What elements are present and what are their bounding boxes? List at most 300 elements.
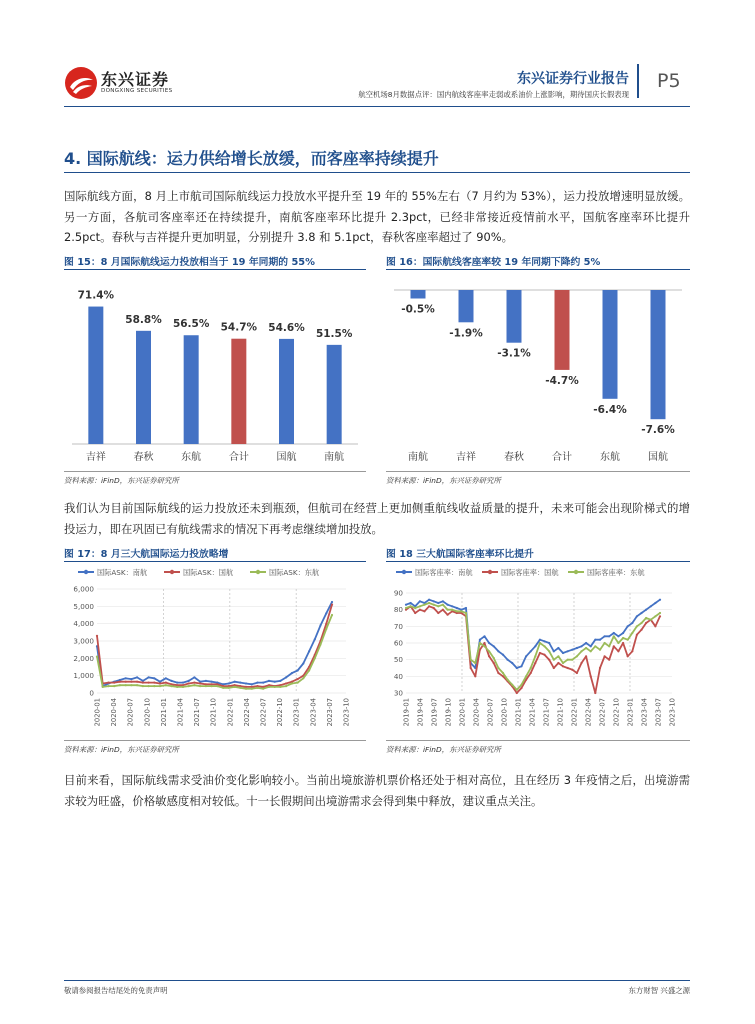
chart18-series-0-point-18 xyxy=(488,642,490,644)
chart18-series-2-point-32 xyxy=(553,659,555,661)
chart18-series-1-point-14 xyxy=(470,667,472,669)
logo-text-en: DONGXING SECURITIES xyxy=(101,88,173,94)
chart18-series-1-point-9 xyxy=(447,614,449,616)
chart17-x-tick-14: 2023-07 xyxy=(325,698,334,727)
chart18-series-1-point-15 xyxy=(474,675,476,677)
chart18-series-1-point-27 xyxy=(530,672,532,674)
chart17-series-2-point-35 xyxy=(297,682,299,684)
chart18-legend-label-1: 国际客座率：国航 xyxy=(501,568,559,577)
chart17-series-0-point-37 xyxy=(308,650,310,652)
chart18-series-0-point-6 xyxy=(433,600,435,602)
chart17-y-tick-2: 2,000 xyxy=(73,653,94,663)
chart18-y-tick-1: 40 xyxy=(393,671,403,681)
chart18-series-2-point-53 xyxy=(650,619,652,621)
chart17-series-2-point-19 xyxy=(205,685,207,687)
chart18-series-0-point-3 xyxy=(419,600,421,602)
chart18-x-tick-1: 2019-04 xyxy=(416,698,425,727)
fig18-title: 图 18 三大航国际客座率环比提升 xyxy=(386,549,534,560)
chart17-series-0-point-39 xyxy=(319,624,321,626)
chart17-series-0-point-41 xyxy=(331,601,333,603)
chart18-series-2-point-27 xyxy=(530,667,532,669)
chart18-series-1-point-47 xyxy=(622,642,624,644)
chart18-series-2-point-7 xyxy=(437,605,439,607)
chart18-x-tick-14: 2022-07 xyxy=(598,698,607,727)
chart18-x-tick-2: 2019-07 xyxy=(430,698,439,727)
chart18-series-1-point-51 xyxy=(640,629,642,631)
chart17-series-1-point-0 xyxy=(96,635,98,637)
chart18-series-2-point-8 xyxy=(442,604,444,606)
chart18-x-tick-15: 2022-10 xyxy=(612,698,621,727)
chart17-series-1-point-17 xyxy=(193,682,195,684)
chart18-series-1-point-5 xyxy=(428,605,430,607)
fig17-title: 图 17：8 月三大航国际运力投放略增 xyxy=(64,549,229,560)
chart17-x-tick-3: 2020-10 xyxy=(143,698,152,727)
chart17-series-2-point-33 xyxy=(285,685,287,687)
chart18-series-1-point-37 xyxy=(576,672,578,674)
chart17-series-2-point-38 xyxy=(314,657,316,659)
chart18-series-0-point-47 xyxy=(622,632,624,634)
chart18-series-0-point-22 xyxy=(507,659,509,661)
chart18-series-2-point-37 xyxy=(576,655,578,657)
chart18-series-1-point-45 xyxy=(613,645,615,647)
chart18-series-1-point-41 xyxy=(594,692,596,694)
chart18-series-0-point-48 xyxy=(627,625,629,627)
chart17-series-1-point-35 xyxy=(297,678,299,680)
chart17-series-0-point-24 xyxy=(234,681,236,683)
chart18-series-1-point-17 xyxy=(483,642,485,644)
chart17-series-2-point-4 xyxy=(119,684,121,686)
chart18-series-2-point-12 xyxy=(460,610,462,612)
chart18-series-2-point-24 xyxy=(516,689,518,691)
fig15-value-label-3: 54.7% xyxy=(220,321,258,334)
chart18-x-tick-11: 2021-10 xyxy=(556,698,565,727)
chart18-series-2-point-46 xyxy=(617,642,619,644)
chart17-series-2-point-13 xyxy=(170,685,172,687)
chart18-y-tick-0: 30 xyxy=(393,688,403,698)
header-divider xyxy=(637,64,639,98)
chart17-series-2-point-24 xyxy=(234,686,236,688)
chart18-series-2-point-34 xyxy=(562,662,564,664)
fig15-bar-1 xyxy=(136,331,151,444)
chart18-series-1-point-39 xyxy=(585,655,587,657)
chart17-series-line-2 xyxy=(97,615,332,689)
chart18-series-2-point-39 xyxy=(585,647,587,649)
fig16-title-rule xyxy=(386,269,690,270)
chart18-series-2-point-5 xyxy=(428,602,430,604)
chart17-series-1-point-9 xyxy=(148,682,150,684)
chart17-y-tick-0: 0 xyxy=(89,688,94,698)
chart17-series-2-point-10 xyxy=(153,685,155,687)
chart17-series-0-point-16 xyxy=(188,680,190,682)
chart18-series-0-point-0 xyxy=(405,604,407,606)
chart17-series-0-point-33 xyxy=(285,676,287,678)
chart18-series-1-point-2 xyxy=(414,612,416,614)
chart18-series-1-point-43 xyxy=(604,655,606,657)
fig16-value-label-3: -4.7% xyxy=(545,374,579,387)
fig15-category-label-1: 春秋 xyxy=(133,452,154,463)
chart18-series-0-point-25 xyxy=(520,665,522,667)
chart17-series-0-point-20 xyxy=(211,681,213,683)
chart17-x-tick-5: 2021-04 xyxy=(176,698,185,727)
chart17-series-0-point-32 xyxy=(279,680,281,682)
chart18-series-0-point-23 xyxy=(511,662,513,664)
chart18-series-1-point-40 xyxy=(590,675,592,677)
chart18-series-1-point-29 xyxy=(539,652,541,654)
chart17-x-tick-6: 2021-07 xyxy=(193,698,202,727)
chart18-series-0-point-7 xyxy=(437,602,439,604)
chart18-x-tick-5: 2020-04 xyxy=(472,698,481,727)
chart17-series-0-point-30 xyxy=(268,680,270,682)
chart18-x-tick-16: 2023-01 xyxy=(626,698,635,727)
chart18-series-1-point-32 xyxy=(553,667,555,669)
fig15-category-label-4: 国航 xyxy=(276,452,297,463)
chart17-x-tick-13: 2023-04 xyxy=(309,698,318,727)
chart18-series-1-point-3 xyxy=(419,609,421,611)
chart17-series-0-point-28 xyxy=(256,682,258,684)
chart17-legend-marker-1 xyxy=(170,570,174,574)
chart18-series-2-point-1 xyxy=(410,605,412,607)
chart17-series-2-point-7 xyxy=(136,684,138,686)
chart18-series-1-point-42 xyxy=(599,667,601,669)
chart17-series-2-point-23 xyxy=(228,687,230,689)
chart17-series-0-point-10 xyxy=(153,677,155,679)
fig18-source-rule xyxy=(386,740,690,741)
chart18-x-tick-18: 2023-07 xyxy=(654,698,663,727)
chart17-series-0-point-36 xyxy=(302,662,304,664)
chart17-series-2-point-27 xyxy=(251,688,253,690)
chart18-series-2-point-30 xyxy=(543,645,545,647)
chart18-series-0-point-31 xyxy=(548,642,550,644)
chart18-x-tick-19: 2023-10 xyxy=(668,698,677,727)
fig15-category-label-0: 吉祥 xyxy=(85,452,106,463)
page-number: P5 xyxy=(657,70,681,92)
fig15-value-label-5: 51.5% xyxy=(315,327,353,340)
chart17-series-0-point-34 xyxy=(291,672,293,674)
chart18-series-0-point-49 xyxy=(631,622,633,624)
chart17-series-0-point-29 xyxy=(262,682,264,684)
chart18-series-2-point-21 xyxy=(502,672,504,674)
chart17-x-tick-7: 2021-10 xyxy=(209,698,218,727)
fig15-category-label-3: 合计 xyxy=(228,452,249,463)
chart18-series-0-point-13 xyxy=(465,607,467,609)
fig16-bar-4 xyxy=(603,290,618,399)
chart17-x-tick-2: 2020-07 xyxy=(126,698,135,727)
chart17-series-0-point-31 xyxy=(274,681,276,683)
chart17-series-2-point-2 xyxy=(107,685,109,687)
chart18-series-0-point-37 xyxy=(576,647,578,649)
fig16-category-label-2: 春秋 xyxy=(504,452,524,463)
chart18-series-2-point-42 xyxy=(599,649,601,651)
chart18-series-1-point-28 xyxy=(534,662,536,664)
chart18-series-2-point-29 xyxy=(539,642,541,644)
fig17-line-chart xyxy=(64,563,366,737)
chart18-series-2-point-10 xyxy=(451,609,453,611)
chart18-series-1-point-48 xyxy=(627,655,629,657)
chart18-series-0-point-8 xyxy=(442,600,444,602)
chart18-series-2-point-44 xyxy=(608,645,610,647)
chart17-series-1-point-6 xyxy=(130,681,132,683)
chart17-x-tick-9: 2022-04 xyxy=(242,698,251,727)
fig16-bar-5 xyxy=(651,290,666,419)
footer-disclaimer: 敬请参阅报告结尾处的免责声明 xyxy=(64,986,168,995)
chart18-series-0-point-26 xyxy=(525,655,527,657)
chart17-series-1-point-2 xyxy=(107,682,109,684)
chart18-series-0-point-16 xyxy=(479,639,481,641)
chart17-series-2-point-34 xyxy=(291,682,293,684)
chart17-x-tick-12: 2023-01 xyxy=(292,698,301,727)
chart17-x-tick-0: 2020-01 xyxy=(93,698,102,727)
chart18-series-0-point-1 xyxy=(410,602,412,604)
chart18-x-tick-0: 2019-01 xyxy=(402,698,411,727)
fig15-title-rule xyxy=(64,269,366,270)
chart18-x-tick-7: 2020-10 xyxy=(500,698,509,727)
chart17-series-2-point-21 xyxy=(216,685,218,687)
chart17-series-1-point-7 xyxy=(136,681,138,683)
fig15-value-label-1: 58.8% xyxy=(125,313,162,326)
fig15-source-rule xyxy=(64,471,366,472)
chart18-series-2-point-38 xyxy=(580,650,582,652)
chart18-series-2-point-2 xyxy=(414,607,416,609)
chart18-series-2-point-13 xyxy=(465,612,467,614)
chart18-y-tick-6: 90 xyxy=(393,588,403,598)
chart18-series-0-point-45 xyxy=(613,632,615,634)
chart18-series-0-point-36 xyxy=(571,649,573,651)
report-subtitle: 航空机场8月数据点评：国内航线客座率走弱或系油价上涨影响，期待国庆长假表现 xyxy=(358,90,629,99)
chart18-series-2-point-25 xyxy=(520,684,522,686)
chart17-series-2-point-37 xyxy=(308,669,310,671)
chart18-series-2-point-19 xyxy=(493,657,495,659)
chart17-series-0-point-7 xyxy=(136,676,138,678)
chart17-x-tick-11: 2022-10 xyxy=(276,698,285,727)
chart18-series-2-point-45 xyxy=(613,635,615,637)
chart18-series-2-point-50 xyxy=(636,625,638,627)
chart17-series-2-point-32 xyxy=(279,686,281,688)
chart17-legend-label-0: 国际ASK：南航 xyxy=(97,568,148,577)
chart17-series-2-point-6 xyxy=(130,684,132,686)
chart18-series-0-point-10 xyxy=(451,605,453,607)
chart18-series-2-point-22 xyxy=(507,679,509,681)
fig15-category-label-5: 南航 xyxy=(324,452,345,463)
chart18-series-0-point-28 xyxy=(534,645,536,647)
fig16-bar-3 xyxy=(555,290,570,370)
chart18-series-1-point-38 xyxy=(580,662,582,664)
chart18-series-2-point-41 xyxy=(594,645,596,647)
chart18-legend-marker-1 xyxy=(488,570,492,574)
chart18-series-0-point-32 xyxy=(553,650,555,652)
chart17-series-0-point-38 xyxy=(314,638,316,640)
chart18-series-1-point-44 xyxy=(608,659,610,661)
fig15-bar-3 xyxy=(231,339,246,444)
chart17-series-0-point-17 xyxy=(193,676,195,678)
chart17-series-0-point-19 xyxy=(205,680,207,682)
chart18-legend-label-2: 国际客座率：东航 xyxy=(587,568,645,577)
fig16-category-label-0: 南航 xyxy=(408,452,428,463)
chart17-series-0-point-35 xyxy=(297,669,299,671)
chart18-series-1-point-34 xyxy=(562,665,564,667)
chart18-x-tick-8: 2021-01 xyxy=(514,698,523,727)
chart17-series-2-point-17 xyxy=(193,684,195,686)
chart17-series-0-point-9 xyxy=(148,676,150,678)
chart17-series-2-point-41 xyxy=(331,614,333,616)
chart18-series-2-point-16 xyxy=(479,642,481,644)
fig16-value-label-1: -1.9% xyxy=(449,327,483,340)
chart18-series-2-point-23 xyxy=(511,684,513,686)
chart18-series-0-point-43 xyxy=(604,635,606,637)
chart17-series-1-point-10 xyxy=(153,682,155,684)
chart18-series-1-point-8 xyxy=(442,609,444,611)
chart17-x-tick-8: 2022-01 xyxy=(226,698,235,727)
fig16-source: 资料来源：iFinD，东兴证券研究所 xyxy=(386,476,501,485)
fig15-bar-2 xyxy=(184,335,199,444)
section-rule xyxy=(64,172,690,173)
chart17-series-2-point-25 xyxy=(239,687,241,689)
section-title: 4. 国际航线：运力供给增长放缓，而客座率持续提升 xyxy=(64,149,439,168)
chart18-series-1-point-54 xyxy=(654,625,656,627)
chart18-series-1-point-46 xyxy=(617,650,619,652)
chart18-series-2-point-52 xyxy=(645,617,647,619)
chart18-series-2-point-3 xyxy=(419,605,421,607)
chart17-series-1-point-16 xyxy=(188,682,190,684)
chart17-series-0-point-15 xyxy=(182,682,184,684)
chart18-series-2-point-40 xyxy=(590,650,592,652)
fig15-bar-4 xyxy=(279,339,294,444)
chart18-series-1-point-50 xyxy=(636,634,638,636)
fig15-bar-0 xyxy=(88,307,103,444)
chart17-series-2-point-12 xyxy=(165,684,167,686)
chart17-series-1-point-11 xyxy=(159,682,161,684)
chart17-series-2-point-30 xyxy=(268,686,270,688)
chart18-series-0-point-27 xyxy=(530,650,532,652)
chart18-x-tick-4: 2020-01 xyxy=(458,698,467,727)
chart17-series-2-point-5 xyxy=(125,684,127,686)
chart17-x-tick-4: 2021-01 xyxy=(159,698,168,727)
fig15-source: 资料来源：iFinD，东兴证券研究所 xyxy=(64,476,179,485)
chart18-series-0-point-55 xyxy=(659,599,661,601)
chart17-series-2-point-15 xyxy=(182,686,184,688)
chart17-series-0-point-23 xyxy=(228,682,230,684)
chart18-series-0-point-21 xyxy=(502,654,504,656)
chart17-series-0-point-25 xyxy=(239,682,241,684)
chart18-series-0-point-53 xyxy=(650,605,652,607)
chart18-series-0-point-35 xyxy=(567,650,569,652)
chart18-series-0-point-38 xyxy=(580,645,582,647)
footer-rule xyxy=(64,980,690,981)
fig18-title-rule xyxy=(386,561,690,562)
company-logo xyxy=(64,66,184,102)
fig18-line-chart xyxy=(386,563,690,737)
chart18-series-1-point-4 xyxy=(423,610,425,612)
fig15-bar-5 xyxy=(327,345,342,444)
chart17-series-2-point-20 xyxy=(211,685,213,687)
fig16-bar-1 xyxy=(459,290,474,322)
chart18-series-0-point-34 xyxy=(562,652,564,654)
chart17-series-2-point-11 xyxy=(159,685,161,687)
chart18-series-1-point-31 xyxy=(548,659,550,661)
chart18-series-2-point-36 xyxy=(571,659,573,661)
chart18-series-1-point-18 xyxy=(488,655,490,657)
chart18-series-0-point-39 xyxy=(585,642,587,644)
chart18-series-2-point-48 xyxy=(627,639,629,641)
chart17-series-2-point-9 xyxy=(148,685,150,687)
fig17-source: 资料来源：iFinD，东兴证券研究所 xyxy=(64,745,179,754)
chart17-series-1-point-12 xyxy=(165,682,167,684)
chart18-series-1-point-24 xyxy=(516,692,518,694)
chart18-series-0-point-11 xyxy=(456,607,458,609)
chart18-x-tick-13: 2022-04 xyxy=(584,698,593,727)
chart17-legend-marker-0 xyxy=(84,570,88,574)
paragraph-intl-capacity: 国际航线方面，8 月上市航司国际航线运力投放水平提升至 19 年的 55%左右（7 月约为 53%），运力投放增速明显放缓。另一方面，各航司客座率还在持续提升，南航客座率环比提升 2.3pct，已经非常接近疫情前水平，国航客座率环比提升 2.5pct。春秋与吉祥提升更加明显，分别提升 3.8 和 5.1pct，春秋客座率超过了 90%。 xyxy=(64,189,690,244)
chart17-series-2-point-18 xyxy=(199,685,201,687)
fig16-value-label-4: -6.4% xyxy=(593,403,627,416)
chart17-series-2-point-40 xyxy=(325,628,327,630)
chart17-series-1-point-8 xyxy=(142,682,144,684)
chart18-y-tick-2: 50 xyxy=(393,655,403,665)
chart18-x-tick-17: 2023-04 xyxy=(640,698,649,727)
fig16-category-label-3: 合计 xyxy=(552,452,572,463)
chart18-series-1-point-49 xyxy=(631,650,633,652)
chart17-x-tick-1: 2020-04 xyxy=(110,698,119,727)
chart17-y-tick-1: 1,000 xyxy=(73,671,94,681)
chart18-y-tick-5: 80 xyxy=(393,605,403,615)
chart18-series-2-point-31 xyxy=(548,650,550,652)
chart18-x-tick-6: 2020-07 xyxy=(486,698,495,727)
chart18-series-0-point-9 xyxy=(447,604,449,606)
chart17-series-2-point-8 xyxy=(142,685,144,687)
header-rule xyxy=(64,106,690,107)
chart17-series-2-point-16 xyxy=(188,685,190,687)
chart17-series-2-point-36 xyxy=(302,677,304,679)
chart17-series-2-point-14 xyxy=(176,686,178,688)
chart17-series-0-point-40 xyxy=(325,612,327,614)
chart18-series-1-point-7 xyxy=(437,612,439,614)
chart18-series-0-point-54 xyxy=(654,602,656,604)
fig16-category-label-4: 东航 xyxy=(600,452,620,463)
chart17-series-0-point-26 xyxy=(245,682,247,684)
chart18-series-2-point-4 xyxy=(423,604,425,606)
chart17-legend-label-1: 国际ASK：国航 xyxy=(183,568,234,577)
chart17-series-2-point-1 xyxy=(102,686,104,688)
fig16-value-label-2: -3.1% xyxy=(497,347,531,360)
chart17-series-1-point-41 xyxy=(331,604,333,606)
fig18-source: 资料来源：iFinD，东兴证券研究所 xyxy=(386,745,501,754)
chart18-series-2-point-33 xyxy=(557,655,559,657)
chart17-series-2-point-0 xyxy=(96,656,98,658)
chart18-series-1-point-25 xyxy=(520,687,522,689)
chart17-series-line-0 xyxy=(97,602,332,686)
chart18-series-0-point-29 xyxy=(539,639,541,641)
chart17-series-1-point-3 xyxy=(113,682,115,684)
chart17-x-tick-10: 2022-07 xyxy=(259,698,268,727)
chart18-series-2-point-28 xyxy=(534,655,536,657)
fig16-category-label-5: 国航 xyxy=(648,452,668,463)
fig16-bar-0 xyxy=(411,290,426,299)
fig17-source-rule xyxy=(64,740,366,741)
chart17-series-0-point-5 xyxy=(125,677,127,679)
chart18-series-1-point-6 xyxy=(433,607,435,609)
chart18-series-2-point-26 xyxy=(525,675,527,677)
chart18-series-2-point-54 xyxy=(654,615,656,617)
chart17-legend-label-2: 国际ASK：东航 xyxy=(269,568,320,577)
chart18-series-2-point-18 xyxy=(488,650,490,652)
chart17-series-0-point-12 xyxy=(165,677,167,679)
chart17-x-tick-15: 2023-10 xyxy=(342,698,351,727)
chart18-series-2-point-55 xyxy=(659,612,661,614)
logo-text-cn: 东兴证券 xyxy=(101,70,170,89)
fig15-bar-chart xyxy=(64,272,366,468)
logo-emblem-icon xyxy=(64,66,98,100)
chart18-series-0-point-52 xyxy=(645,609,647,611)
fig15-title: 图 15：8 月国际航线运力投放相当于 19 年同期的 55% xyxy=(64,257,315,268)
